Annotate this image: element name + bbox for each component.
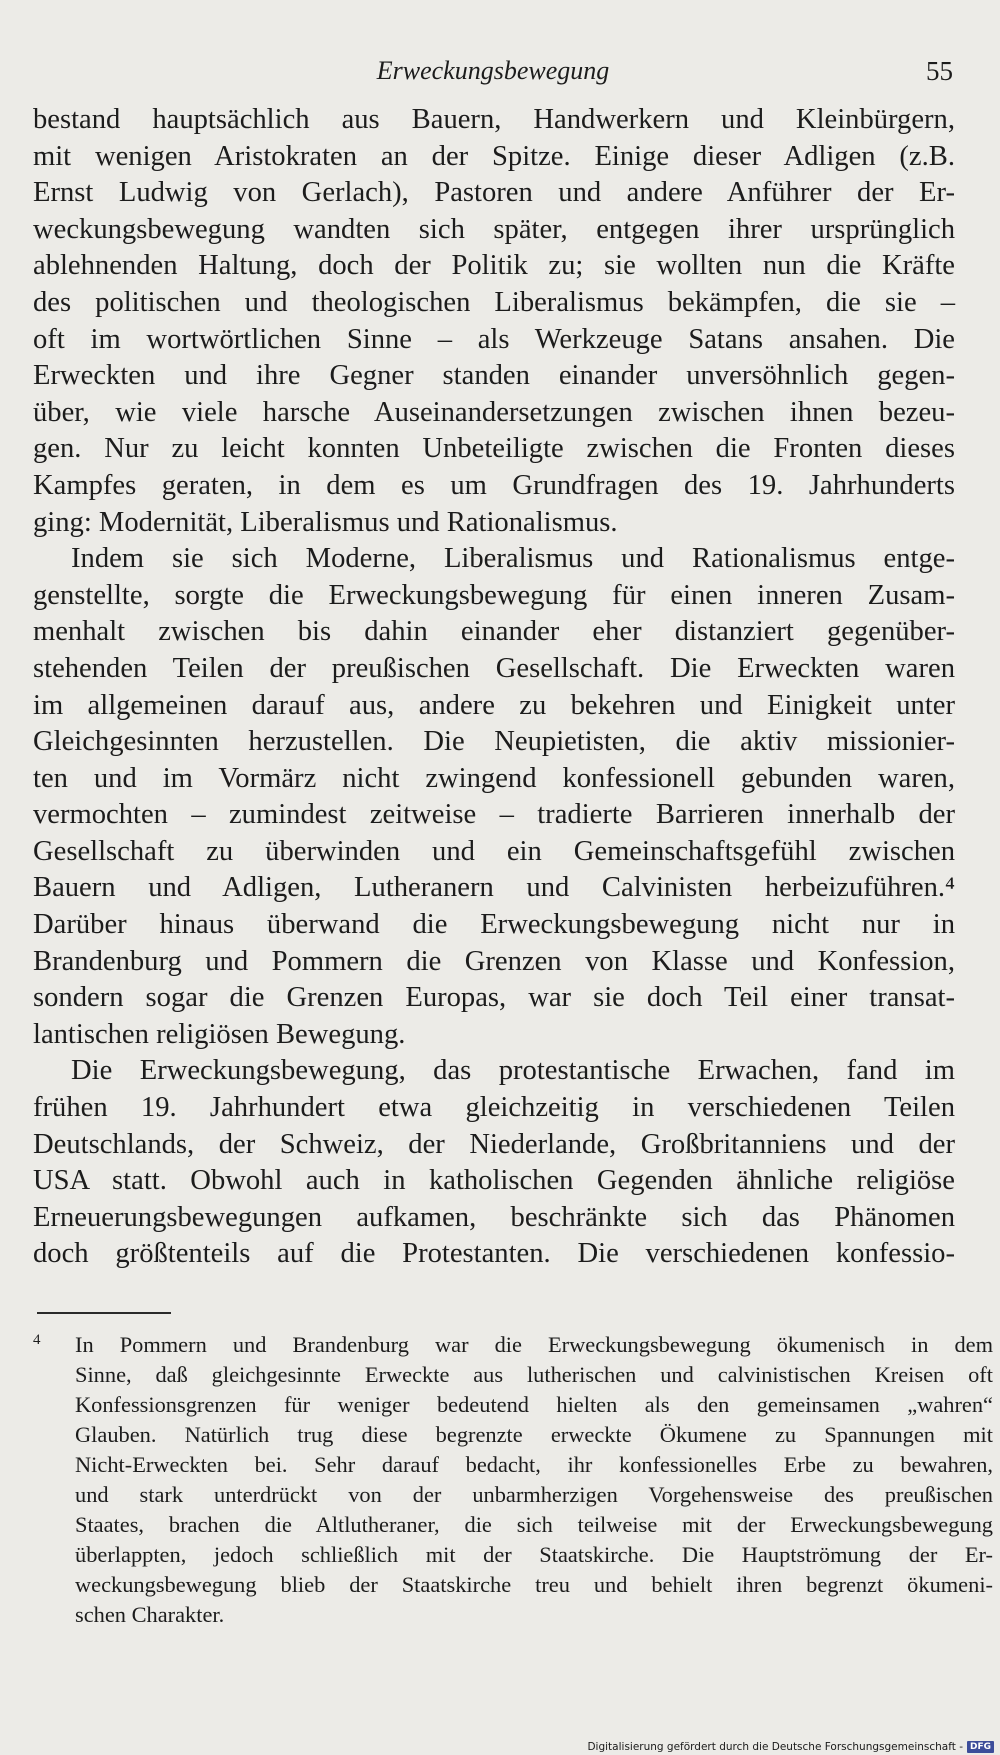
body-line: im allgemeinen darauf aus, andere zu bekehren und Einigkeit unter — [33, 689, 955, 721]
body-line: Darüber hinaus überwand die Erweckungsbewegung nicht nur in — [33, 909, 955, 941]
body-line: Erweckten und ihre Gegner standen einander unversöhnlich gegen- — [33, 360, 955, 392]
digitization-credit — [587, 1741, 994, 1753]
footnote-line: In Pommern und Brandenburg war die Erweckungsbewegung ökumenisch in dem — [75, 1332, 993, 1357]
body-line: Deutschlands, der Schweiz, der Niederlande, Großbritanniens und der — [33, 1128, 955, 1160]
body-line: vermochten – zumindest zeitweise – tradierte Barrieren innerhalb der — [33, 799, 955, 831]
paragraph-start-line: Die Erweckungsbewegung, das protestantische Erwachen, fand im — [71, 1055, 955, 1087]
body-line: frühen 19. Jahrhundert etwa gleichzeitig in verschiedenen Teilen — [33, 1092, 955, 1124]
footnote-line: Nicht-Erweckten bei. Sehr darauf bedacht, ihr konfessionelles Erbe zu bewahren, — [75, 1452, 993, 1477]
body-line: des politischen und theologischen Liberalismus bekämpfen, die sie – — [33, 286, 955, 318]
body-line: USA statt. Obwohl auch in katholischen Gegenden ähnliche religiöse — [33, 1165, 955, 1197]
footnote-line: weckungsbewegung blieb der Staatskirche treu und behielt ihren begrenzt ökumeni- — [75, 1572, 993, 1597]
body-line: sondern sogar die Grenzen Europas, war sie doch Teil einer transat- — [33, 982, 955, 1014]
body-line: über, wie viele harsche Auseinandersetzungen zwischen ihnen bezeu- — [33, 396, 955, 428]
body-line: Erneuerungsbewegungen aufkamen, beschränkte sich das Phänomen — [33, 1201, 955, 1233]
body-line: weckungsbewegung wandten sich später, entgegen ihrer ursprünglich — [33, 213, 955, 245]
page-number: 55 — [926, 56, 953, 86]
paragraph-end-line: lantischen religiösen Bewegung. — [33, 1018, 406, 1050]
footnote-line: Glauben. Natürlich trug diese begrenzte erweckte Ökumene zu Spannungen mit — [75, 1422, 993, 1447]
body-line: Brandenburg und Pommern die Grenzen von Klasse und Konfession, — [33, 945, 955, 977]
credit-text: Digitalisierung gefördert durch die Deutsche Forschungsgemeinschaft - — [587, 1741, 963, 1753]
body-line: gen. Nur zu leicht konnten Unbeteiligte zwischen die Fronten dieses — [33, 433, 955, 465]
footnote-line: schen Charakter. — [75, 1602, 225, 1627]
body-line: bestand hauptsächlich aus Bauern, Handwerkern und Kleinbürgern, — [33, 104, 955, 135]
body-line: stehenden Teilen der preußischen Gesellschaft. Die Erweckten waren — [33, 652, 955, 684]
paragraph-end-line: ging: Modernität, Liberalismus und Rationalismus. — [33, 506, 618, 538]
body-line: Kampfes geraten, in dem es um Grundfragen des 19. Jahrhunderts — [33, 469, 955, 501]
body-line: Ernst Ludwig von Gerlach), Pastoren und andere Anführer der Er- — [33, 177, 955, 209]
body-line-with-footnote-ref: Bauern und Adligen, Lutheranern und Calvinisten herbeizuführen.⁴ — [33, 872, 955, 904]
running-title: Erweckungsbewegung — [376, 56, 610, 85]
footnote-line: Staates, brachen die Altlutheraner, die sich teilweise mit der Erweckungsbewegung — [75, 1512, 993, 1537]
body-line: ten und im Vormärz nicht zwingend konfessionell gebunden waren, — [33, 762, 955, 794]
running-head — [33, 54, 953, 88]
footnote-line: Sinne, daß gleichgesinnte Erweckte aus lutherischen und calvinistischen Kreisen oft — [75, 1362, 993, 1387]
body-line: genstellte, sorgte die Erweckungsbewegung für einen inneren Zusam- — [33, 579, 955, 611]
footnote-body — [75, 1330, 993, 1630]
footnote-separator — [37, 1312, 171, 1314]
body-line: Gesellschaft zu überwinden und ein Gemeinschaftsgefühl zwischen — [33, 835, 955, 867]
body-text — [33, 102, 955, 1273]
body-line: Gleichgesinnten herzustellen. Die Neupietisten, die aktiv missionier- — [33, 726, 955, 758]
footnote-marker: 4 — [33, 1332, 41, 1348]
body-line: doch größtenteils auf die Protestanten. Die verschiedenen konfessio- — [33, 1238, 955, 1270]
footnote-line: überlappten, jedoch schließlich mit der Staatskirche. Die Hauptströmung der Er- — [75, 1542, 993, 1567]
body-line: oft im wortwörtlichen Sinne – als Werkzeuge Satans ansahen. Die — [33, 323, 955, 355]
paragraph-start-line: Indem sie sich Moderne, Liberalismus und Rationalismus entge- — [71, 543, 955, 575]
footnote-line: und stark unterdrückt von der unbarmherzigen Vorgehensweise des preußischen — [75, 1482, 993, 1507]
body-line: menhalt zwischen bis dahin einander eher distanziert gegenüber- — [33, 616, 955, 648]
body-line: mit wenigen Aristokraten an der Spitze. Einige dieser Adligen (z.B. — [33, 140, 955, 172]
dfg-logo-icon: DFG — [967, 1741, 994, 1753]
footnote-line: Konfessionsgrenzen für weniger bedeutend hielten als den gemeinsamen „wahren“ — [75, 1392, 993, 1417]
body-line: ablehnenden Haltung, doch der Politik zu; sie wollten nun die Kräfte — [33, 250, 955, 282]
